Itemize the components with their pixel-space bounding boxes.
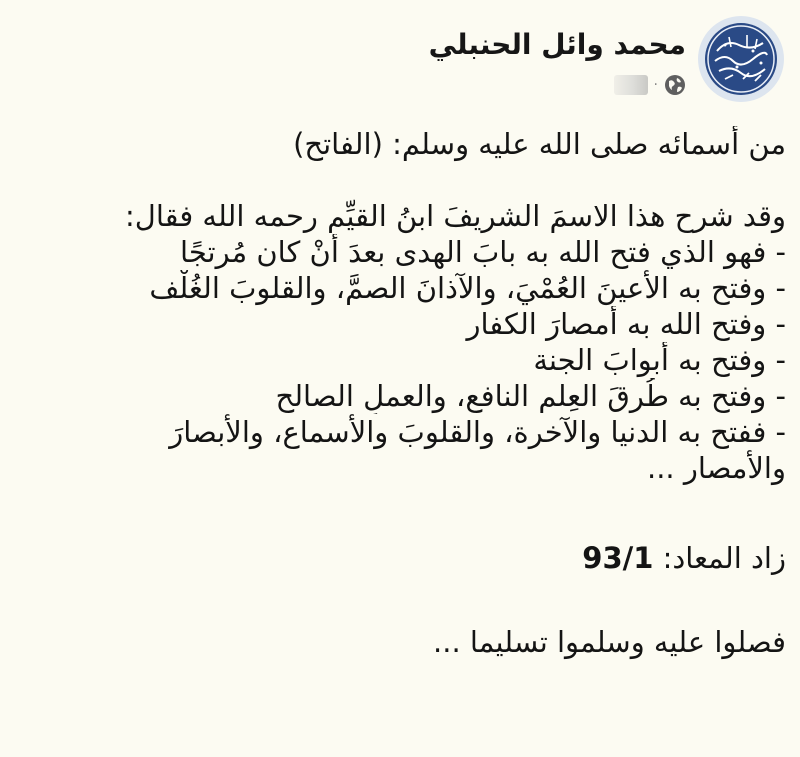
blank-line (6, 162, 786, 198)
list-item: - ففتح به الدنيا والآخرة، والقلوبَ والأسماع، والأبصارَ (169, 415, 786, 449)
separator-dot: · (653, 77, 658, 93)
post-content (6, 126, 786, 660)
list-item: - فهو الذي فتح الله به بابَ الهدى بعدَ أنْ كان مُرتجًا (179, 235, 786, 269)
post-sub-info (614, 74, 686, 96)
list-item: - وفتح به الأعينَ العُمْيَ، والآذانَ الصمَّ، والقلوبَ الغُلْف (149, 271, 786, 305)
list-item: - وفتح به أبوابَ الجنة (533, 343, 786, 377)
list-item-continuation: والأمصار ... (647, 451, 786, 485)
closing-line: فصلوا عليه وسلموا تسليما ... (433, 625, 786, 659)
reference-label: زاد المعاد: (662, 541, 786, 575)
reference-line (6, 540, 786, 576)
list-item: - وفتح الله به أمصارَ الكفار (466, 307, 786, 341)
intro-line: وقد شرح هذا الاسمَ الشريفَ ابنُ القيِّم رحمه الله فقال: (124, 199, 786, 233)
globe-icon[interactable] (664, 74, 686, 96)
blank-line (6, 576, 786, 624)
blank-line (6, 486, 786, 540)
list-item: - وفتح به طُرقَ العِلم النافع، والعملِ الصالح (275, 379, 786, 413)
avatar[interactable] (698, 16, 784, 102)
post-header (429, 14, 784, 110)
reference-value: 93/1 (582, 541, 654, 575)
calligraphy-avatar-icon (703, 21, 779, 97)
post-title: من أسمائه صلى الله عليه وسلم: (الفاتح) (293, 127, 786, 161)
post-meta (429, 14, 686, 96)
author-name[interactable]: محمد وائل الحنبلي (428, 28, 686, 61)
post-timestamp-blurred[interactable] (614, 75, 648, 95)
